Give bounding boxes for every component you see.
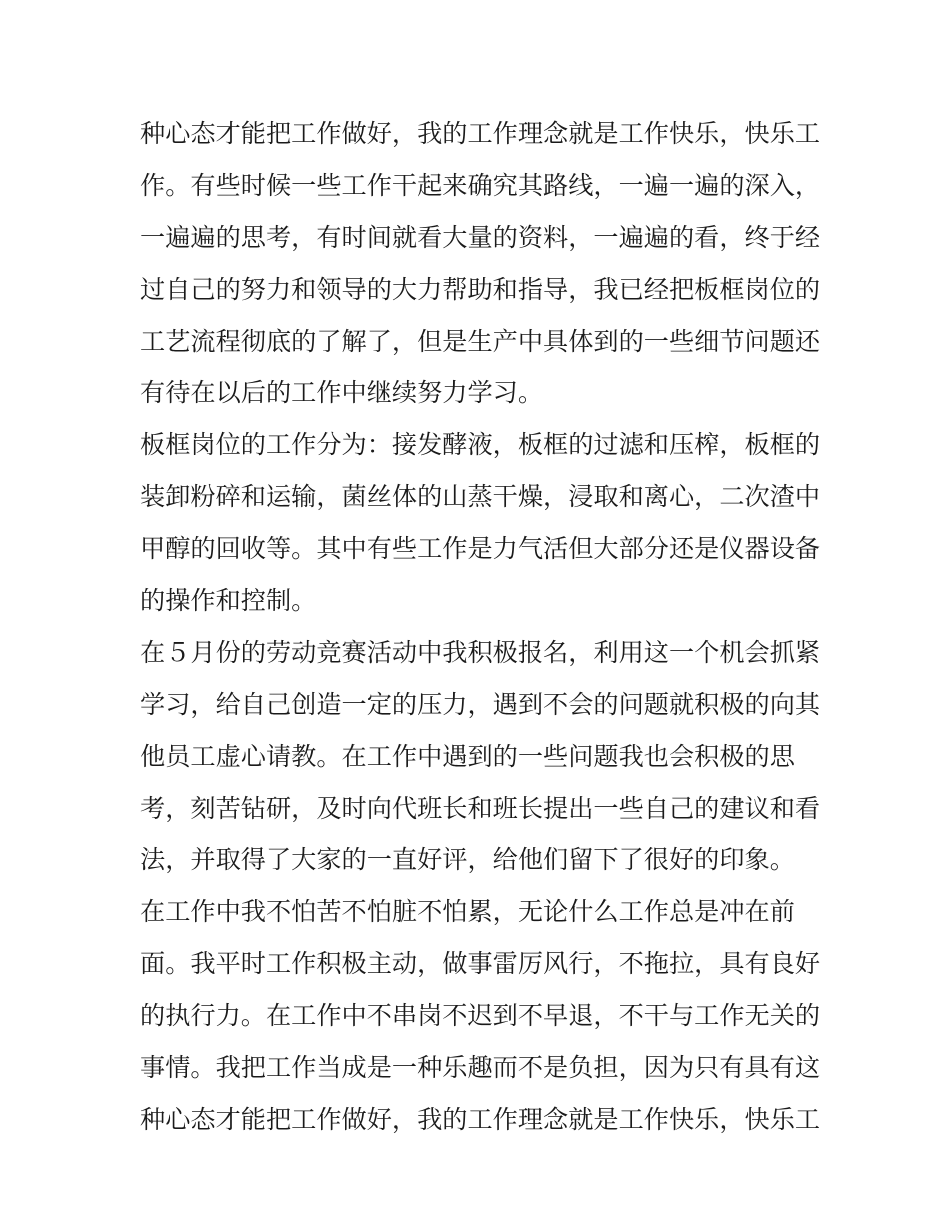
text-line: 的执行力。在工作中不串岗不迟到不早退，不干与工作无关的 [140, 1001, 821, 1031]
text-line: 考，刻苦钻研，及时向代班长和班长提出一些自己的建议和看 [140, 793, 821, 823]
text-line: 有待在以后的工作中继续努力学习。 [140, 378, 543, 408]
document-body [140, 108, 821, 1146]
paragraph-4 [140, 886, 821, 1145]
text-line: 面。我平时工作积极主动，做事雷厉风行，不拖拉，具有良好 [140, 949, 821, 979]
text-line: 种心态才能把工作做好，我的工作理念就是工作快乐，快乐工 [140, 1104, 821, 1134]
text-line: 在工作中我不怕苦不怕脏不怕累，无论什么工作总是冲在前 [140, 897, 795, 927]
text-line: 的操作和控制。 [140, 586, 317, 616]
text-line: 甲醇的回收等。其中有些工作是力气活但大部分还是仪器设备 [140, 534, 821, 564]
text-line: 事情。我把工作当成是一种乐趣而不是负担，因为只有具有这 [140, 1053, 821, 1083]
text-line: 他员工虚心请教。在工作中遇到的一些问题我也会积极的思 [140, 741, 795, 771]
text-line: 种心态才能把工作做好，我的工作理念就是工作快乐，快乐工 [140, 119, 821, 148]
text-line: 法，并取得了大家的一直好评，给他们留下了很好的印象。 [140, 845, 795, 875]
text-line: 板框岗位的工作分为：接发酵液，板框的过滤和压榨，板框的 [140, 430, 821, 460]
text-line: 在５月份的劳动竞赛活动中我积极报名，利用这一个机会抓紧 [140, 637, 821, 667]
text-line: 学习，给自己创造一定的压力，遇到不会的问题就积极的向其 [140, 689, 821, 719]
paragraph-1 [140, 108, 821, 419]
text-line: 过自己的努力和领导的大力帮助和指导，我已经把板框岗位的 [140, 274, 821, 304]
paragraph-3 [140, 627, 821, 886]
text-line: 装卸粉碎和运输，菌丝体的山蒸干燥，浸取和离心，二次渣中 [140, 482, 821, 512]
paragraph-2 [140, 419, 821, 627]
text-line: 一遍遍的思考，有时间就看大量的资料，一遍遍的看，终于经 [140, 222, 821, 252]
text-line: 工艺流程彻底的了解了，但是生产中具体到的一些细节问题还 [140, 326, 821, 356]
text-line: 作。有些时候一些工作干起来确究其路线，一遍一遍的深入， [140, 170, 821, 200]
